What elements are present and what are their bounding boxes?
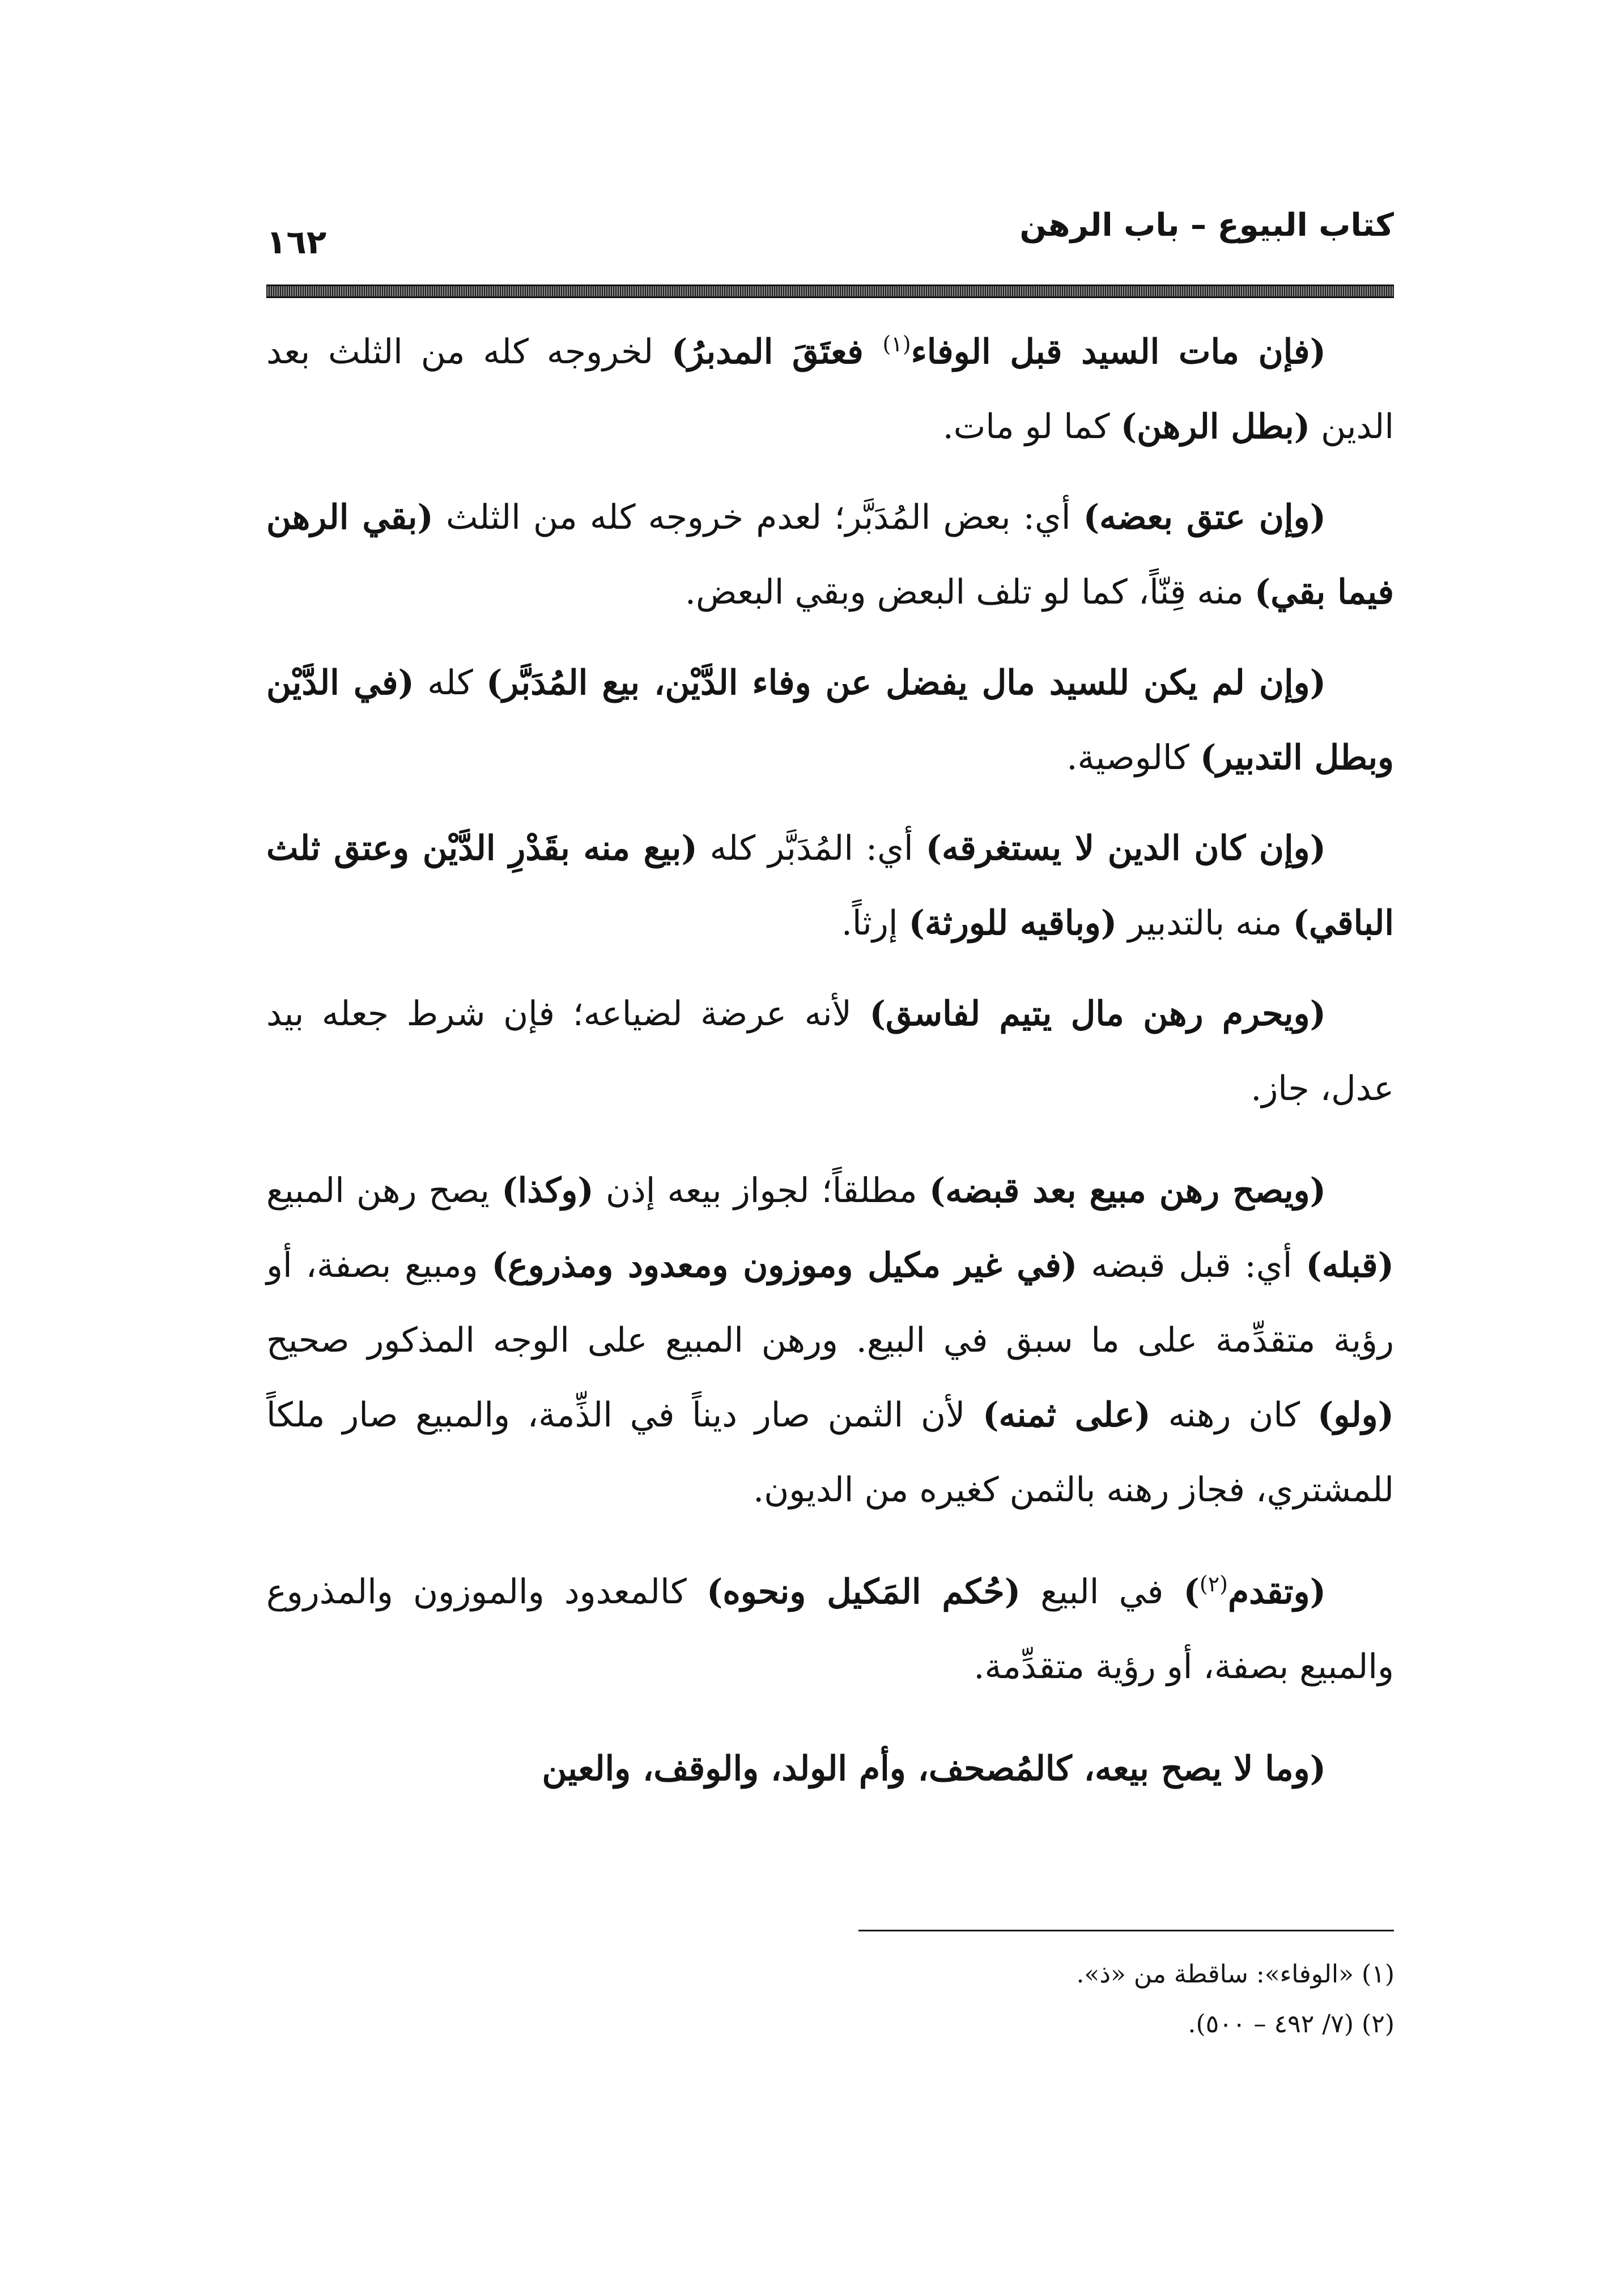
sharh-text: إرثاً.: [841, 903, 909, 943]
matn-text: (بيع منه بقَدْرِ الدَّيْن وعتق ثلث الباقي): [266, 829, 1394, 943]
footnote-ref: (٢): [1199, 1572, 1228, 1596]
sharh-text: يصح رهن المبيع: [266, 1171, 502, 1211]
matn-text: (في الدَّيْن وبطل التدبير): [266, 663, 1394, 778]
sharh-text: ومبيع بصفة، أو رؤية متقدِّمة على ما سبق في البيع. ورهن المبيع على الوجه المذكور صحيح: [266, 1246, 1394, 1360]
paragraph: [266, 811, 1394, 961]
matn-text: (في غير مكيل وموزون ومعدود ومذروع): [491, 1246, 1078, 1285]
matn-text: (وباقيه للورثة): [908, 903, 1117, 943]
matn-text: ): [1183, 1572, 1200, 1612]
page-number: ١٦٢: [266, 223, 327, 261]
paragraph: [266, 976, 1394, 1126]
sharh-text: في البيع: [1021, 1572, 1184, 1612]
footnotes: [545, 1950, 1395, 2049]
matn-text: (قبله): [1306, 1246, 1394, 1285]
matn-text: (ويحرم رهن مال يتيم لفاسق): [869, 994, 1326, 1034]
paragraph: [266, 1731, 1394, 1806]
footnote-ref: (١): [882, 332, 911, 356]
running-title: كتاب البيوع – باب الرهن: [1019, 207, 1394, 244]
sharh-text: أي: بعض المُدَبَّر؛ لعدم خروجه كله من الثلث: [433, 498, 1083, 537]
sharh-text: لأنه عرضة لضياعه؛ فإن شرط جعله بيد عدل، جاز.: [266, 994, 1394, 1109]
sharh-text: لخروجه كله من الثلث بعد الدين: [266, 332, 1394, 447]
matn-text: (وما لا يصح بيعه، كالمُصحف، وأم الولد، والوقف، والعين: [542, 1749, 1326, 1789]
sharh-text: مطلقاً؛ لجواز بيعه إذن: [593, 1171, 929, 1211]
sharh-text: كما لو مات.: [942, 407, 1121, 447]
matn-text: (بقي الرهن فيما بقي): [266, 498, 1394, 612]
matn-text: فعتَقَ المدبرُ): [671, 332, 883, 372]
sharh-text: لأن الثمن صار ديناً في الذِّمة، والمبيع صار ملكاً للمشتري، فجاز رهنه بالثمن كغيره من الديون.: [266, 1395, 1394, 1510]
paragraph: [266, 315, 1394, 464]
body-text: [266, 315, 1394, 1822]
matn-text: (فإن مات السيد قبل الوفاء: [911, 332, 1327, 372]
sharh-text: كالوصية.: [1066, 738, 1200, 778]
footnote: (٢) (٧/ ٤٩٢ – ٥٠٠).: [1188, 2010, 1395, 2039]
sharh-text: أي: المُدَبَّر كله: [697, 829, 926, 868]
page-header: [266, 204, 1394, 261]
paragraph: [266, 1153, 1394, 1527]
matn-text: (على ثمنه): [983, 1395, 1151, 1435]
footnote: (١) «الوفاء»: ساقطة من «ذ».: [1076, 1960, 1395, 1989]
paragraph: [266, 480, 1394, 630]
sharh-text: كله: [414, 663, 487, 703]
sharh-text: منه قِنّاً، كما لو تلف البعض وبقي البعض.: [685, 572, 1255, 612]
footnote-separator: [858, 1930, 1394, 1931]
matn-text: (وكذا): [501, 1171, 594, 1211]
matn-text: (حُكم المَكيل ونحوه): [707, 1572, 1021, 1612]
sharh-text: أي: قبل قبضه: [1077, 1246, 1306, 1285]
sharh-text: كان رهنه: [1150, 1395, 1317, 1435]
sharh-text: منه بالتدبير: [1117, 903, 1293, 943]
matn-text: (وتقدم: [1227, 1572, 1326, 1612]
matn-text: (ويصح رهن مبيع بعد قبضه): [929, 1171, 1327, 1211]
paragraph: [266, 646, 1394, 795]
matn-text: (وإن لم يكن للسيد مال يفضل عن وفاء الدَّيْن، بيع المُدَبَّر): [486, 663, 1326, 703]
matn-text: (وإن عتق بعضه): [1083, 498, 1326, 537]
matn-text: (وإن كان الدين لا يستغرقه): [925, 829, 1327, 868]
sharh-text: كالمعدود والموزون والمذروع والمبيع بصفة، أو رؤية متقدِّمة.: [266, 1572, 1394, 1687]
matn-text: (بطل الرهن): [1120, 407, 1311, 447]
header-rule: [266, 284, 1394, 298]
paragraph: [266, 1555, 1394, 1704]
matn-text: (ولو): [1317, 1395, 1395, 1435]
